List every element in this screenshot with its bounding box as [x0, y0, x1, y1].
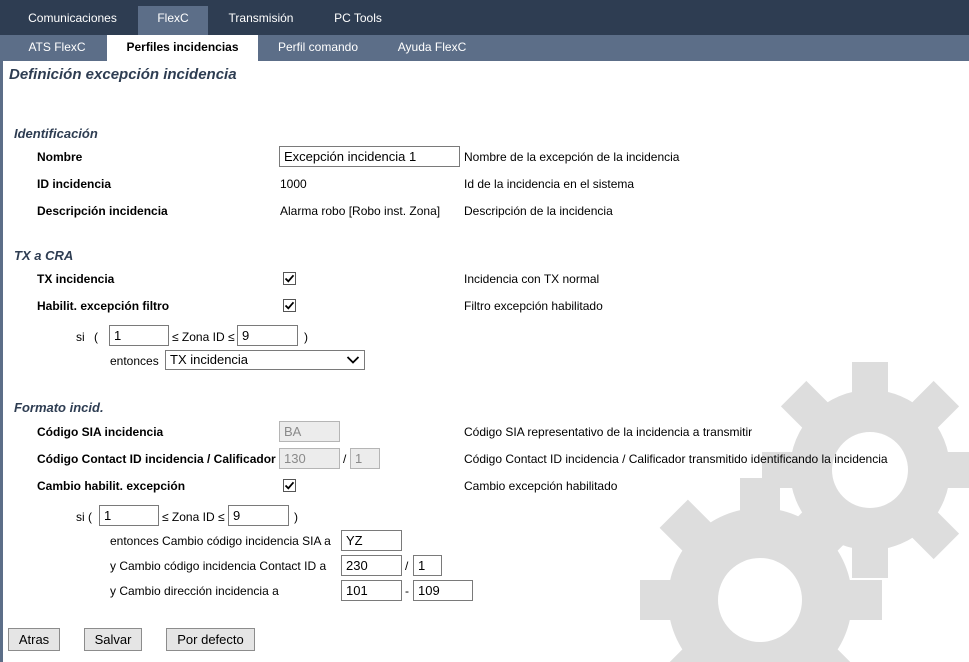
filtro-label: Habilit. excepción filtro — [37, 299, 170, 313]
cid-slash: / — [343, 452, 347, 466]
left-border — [0, 61, 3, 662]
cid-description: Código Contact ID incidencia / Calificador transmitido identificando la incidencia — [464, 452, 888, 466]
nombre-input[interactable] — [279, 146, 460, 167]
tab-perfiles-incidencias[interactable]: Perfiles incidencias — [107, 35, 258, 61]
cambio-zona-max-input[interactable] — [228, 505, 289, 526]
cambio-checkbox[interactable] — [283, 479, 296, 492]
close-paren-2: ) — [294, 510, 298, 524]
zona-max-input[interactable] — [237, 325, 298, 346]
tx-incidencia-label: TX incidencia — [37, 272, 115, 286]
cid-change-qualifier-input[interactable] — [413, 555, 442, 576]
descripcion-value: Alarma robo [Robo inst. Zona] — [280, 204, 441, 218]
sia-change-input[interactable] — [341, 530, 402, 551]
dir-change-to-input[interactable] — [413, 580, 473, 601]
checkbox-checked-icon — [284, 480, 295, 491]
tab-ats-flexc[interactable]: ATS FlexC — [28, 40, 86, 54]
sia-label: Código SIA incidencia — [37, 425, 164, 439]
id-incidencia-label: ID incidencia — [37, 177, 112, 191]
gear-watermark-icon — [640, 330, 969, 662]
tab-perfil-comando[interactable]: Perfil comando — [277, 40, 359, 54]
descripcion-label: Descripción incidencia — [37, 204, 168, 218]
nombre-label: Nombre — [37, 150, 83, 164]
checkbox-checked-icon — [284, 300, 295, 311]
tab-ayuda-flexc[interactable]: Ayuda FlexC — [397, 40, 467, 54]
nombre-description: Nombre de la excepción de la incidencia — [464, 150, 680, 164]
dir-change-from-input[interactable] — [341, 580, 402, 601]
tab-flexc[interactable]: FlexC — [138, 6, 208, 35]
dir-change-dash: - — [405, 584, 409, 598]
sia-description: Código SIA representativo de la incidencia a transmitir — [464, 425, 753, 439]
atras-button[interactable]: Atras — [8, 628, 60, 651]
section-formato: Formato incid. — [14, 400, 104, 415]
cambio-zona-min-input[interactable] — [99, 505, 159, 526]
id-incidencia-value: 1000 — [280, 177, 307, 191]
entonces-label: entonces — [110, 354, 159, 368]
top-navigation — [0, 0, 969, 35]
filtro-checkbox[interactable] — [283, 299, 296, 312]
cid-input[interactable] — [279, 448, 340, 469]
cid-change-input[interactable] — [341, 555, 402, 576]
checkbox-checked-icon — [284, 273, 295, 284]
sia-change-label: entonces Cambio código incidencia SIA a — [110, 534, 331, 548]
cambio-description: Cambio excepción habilitado — [464, 479, 618, 493]
si-label: si — [76, 330, 85, 344]
zona-id-label: ≤ Zona ID ≤ — [172, 330, 235, 344]
close-paren: ) — [304, 330, 308, 344]
zona-min-input[interactable] — [109, 325, 169, 346]
section-tx-cra: TX a CRA — [14, 248, 74, 263]
cambio-label: Cambio habilit. excepción — [37, 479, 186, 493]
tx-incidencia-description: Incidencia con TX normal — [464, 272, 600, 286]
id-incidencia-description: Id de la incidencia en el sistema — [464, 177, 635, 191]
salvar-button[interactable]: Salvar — [84, 628, 142, 651]
tab-comunicaciones[interactable]: Comunicaciones — [28, 11, 117, 25]
por-defecto-button[interactable]: Por defecto — [166, 628, 255, 651]
si-label-2: si — [76, 510, 85, 524]
descripcion-description: Descripción de la incidencia — [464, 204, 613, 218]
sub-navigation — [0, 35, 969, 61]
section-identificacion: Identificación — [14, 126, 98, 141]
cid-change-slash: / — [405, 559, 409, 573]
filtro-description: Filtro excepción habilitado — [464, 299, 603, 313]
dir-change-label: y Cambio dirección incidencia a — [110, 584, 279, 598]
open-paren-2: ( — [88, 510, 92, 524]
entonces-select[interactable] — [165, 350, 365, 370]
tx-incidencia-checkbox[interactable] — [283, 272, 296, 285]
cid-change-label: y Cambio código incidencia Contact ID a — [110, 559, 327, 573]
cid-qualifier-input[interactable] — [350, 448, 380, 469]
entonces-select-value: TX incidencia — [170, 352, 249, 367]
tab-pc-tools[interactable]: PC Tools — [334, 11, 382, 25]
tab-transmision[interactable]: Transmisión — [228, 11, 294, 25]
open-paren: ( — [94, 330, 98, 344]
sia-input[interactable] — [279, 421, 340, 442]
page-title: Definición excepción incidencia — [9, 66, 237, 83]
zona-id-label-2: ≤ Zona ID ≤ — [162, 510, 225, 524]
cid-label: Código Contact ID incidencia / Calificador — [37, 452, 276, 466]
chevron-down-icon — [346, 354, 360, 366]
